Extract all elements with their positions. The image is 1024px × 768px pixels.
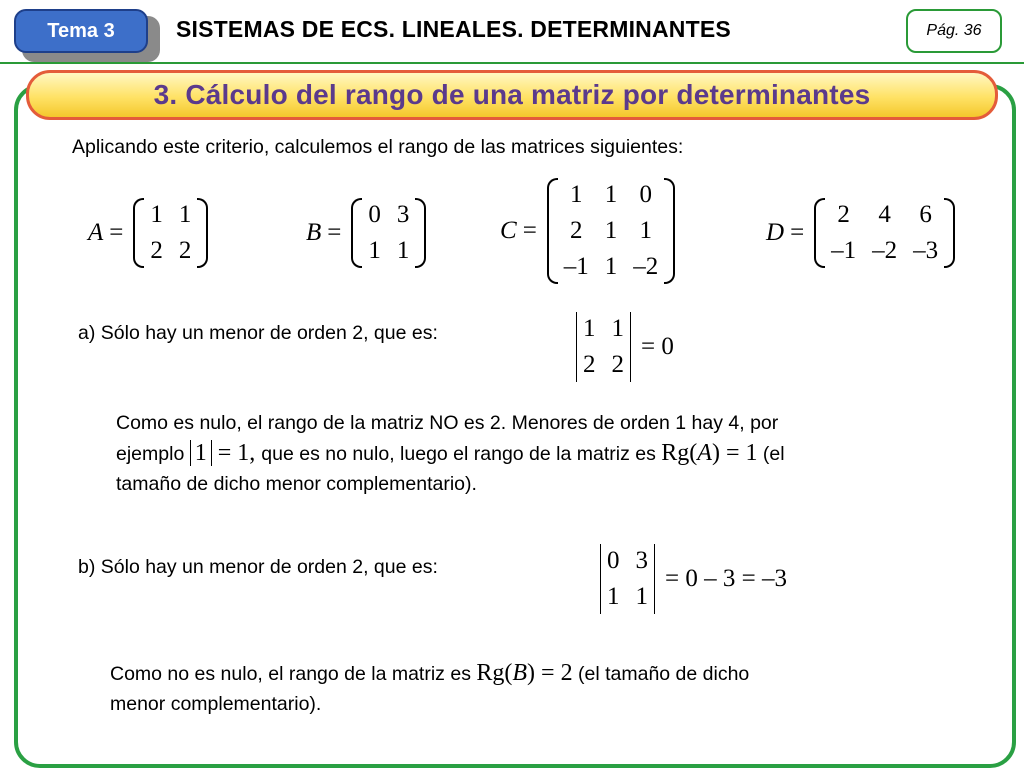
matrix-b	[306, 198, 426, 268]
matrix-a-name: A	[88, 219, 104, 246]
matrix-c-name: C	[500, 217, 517, 244]
part-b-line1	[110, 658, 990, 689]
section-title: 3. Cálculo del rango de una matriz por determinantes	[153, 79, 871, 110]
determinant-bar-right	[630, 312, 631, 382]
matrix-cell: 2	[178, 237, 192, 264]
matrix-b-grid	[362, 198, 415, 268]
part-b-determinant	[600, 544, 787, 614]
equals-sign: =	[790, 219, 805, 246]
part-a-label: a) Sólo hay un menor de orden 2, que es:	[78, 322, 438, 344]
matrix-cell: 1	[368, 237, 381, 264]
right-parenthesis	[197, 198, 208, 268]
equals-sign: =	[522, 217, 537, 244]
equals-sign: =	[327, 219, 342, 246]
part-a-minor-eq: = 1,	[217, 440, 256, 466]
left-parenthesis	[547, 178, 558, 284]
part-a-line2-pre: ejemplo	[116, 443, 185, 465]
part-a-line1: Como es nulo, el rango de la matriz NO es 2. Menores de orden 1 hay 4, por	[116, 412, 779, 434]
part-a-line3: tamaño de dicho menor complementario).	[116, 473, 477, 495]
determinant-cell: 1	[607, 583, 620, 610]
matrix-cell: 0	[368, 201, 381, 228]
section-banner	[26, 70, 998, 120]
part-b-det-result: = 0 – 3 = –3	[665, 565, 787, 592]
determinant-cell: 0	[607, 547, 620, 574]
matrix-cell: 1	[150, 201, 163, 228]
right-parenthesis	[664, 178, 675, 284]
part-b-det-grid	[601, 544, 654, 614]
rank-variable: B	[512, 660, 528, 686]
left-parenthesis	[351, 198, 362, 268]
left-parenthesis	[133, 198, 144, 268]
part-a-determinant	[576, 312, 674, 382]
part-a-det-grid	[577, 312, 630, 382]
part-a-det-result: = 0	[641, 333, 674, 360]
rank-value: ) = 1	[711, 440, 758, 466]
matrix-cell: –1	[831, 237, 857, 264]
right-parenthesis	[415, 198, 426, 268]
rank-variable: A	[697, 440, 712, 466]
part-b-rank-expression	[476, 660, 572, 686]
matrix-d-name: D	[766, 219, 785, 246]
matrix-cell: 1	[639, 217, 653, 244]
matrix-cell: 1	[570, 181, 583, 208]
intro-text: Aplicando este criterio, calculemos el rango de las matrices siguientes:	[72, 136, 684, 158]
determinant-cell: 2	[611, 351, 624, 378]
left-parenthesis	[814, 198, 825, 268]
matrix-cell: –2	[872, 237, 898, 264]
matrix-cell: 2	[150, 237, 163, 264]
matrix-cell: 6	[919, 201, 932, 228]
matrix-b-name: B	[306, 219, 322, 246]
matrix-d-grid	[825, 198, 944, 268]
part-b-explanation	[110, 658, 990, 719]
determinant-cell: 3	[635, 547, 648, 574]
matrix-cell: 0	[639, 181, 653, 208]
document-title: SISTEMAS DE ECS. LINEALES. DETERMINANTES	[176, 16, 731, 42]
matrix-cell: 2	[570, 217, 583, 244]
equals-sign: =	[109, 219, 124, 246]
determinant-cell: 2	[583, 351, 596, 378]
part-a-line2-post: (el	[762, 443, 785, 465]
matrix-cell: –3	[913, 237, 939, 264]
rank-function: Rg(	[476, 660, 513, 686]
rank-value: ) = 2	[527, 660, 573, 686]
determinant-cell: 1	[611, 315, 624, 342]
topic-badge: Tema 3	[14, 9, 148, 53]
matrix-cell: 2	[837, 201, 850, 228]
part-a-minor-value: 1	[190, 440, 212, 466]
part-a-rank-expression	[661, 440, 757, 466]
determinant-cell: 1	[583, 315, 596, 342]
part-b-label: b) Sólo hay un menor de orden 2, que es:	[78, 556, 438, 578]
determinant-cell: 1	[635, 583, 648, 610]
matrix-cell: –1	[563, 253, 589, 280]
matrix-d	[766, 198, 955, 268]
rank-function: Rg(	[661, 440, 698, 466]
part-a-line2	[116, 438, 996, 469]
matrix-cell: 1	[604, 181, 618, 208]
matrix-cell: 1	[604, 217, 618, 244]
part-b-line2: menor complementario).	[110, 693, 322, 715]
matrix-a	[88, 198, 208, 268]
determinant-bar-right	[654, 544, 655, 614]
part-b-line1-pre: Como no es nulo, el rango de la matriz es	[110, 663, 471, 685]
right-parenthesis	[944, 198, 955, 268]
matrix-cell: 1	[178, 201, 192, 228]
page-number: Pág. 36	[906, 9, 1002, 53]
matrix-c	[500, 178, 675, 284]
matrix-a-grid	[144, 198, 197, 268]
matrix-c-grid	[558, 178, 665, 284]
part-a-explanation	[116, 408, 996, 499]
matrix-cell: 1	[396, 237, 410, 264]
part-a-minor	[190, 440, 262, 466]
part-b-line1-post: (el tamaño de dicho	[578, 663, 750, 685]
matrix-cell: 3	[396, 201, 410, 228]
matrix-cell: 1	[604, 253, 618, 280]
part-a-line2-mid: que es no nulo, luego el rango de la matriz es	[261, 443, 656, 465]
matrix-cell: –2	[633, 253, 659, 280]
matrix-cell: 4	[878, 201, 891, 228]
